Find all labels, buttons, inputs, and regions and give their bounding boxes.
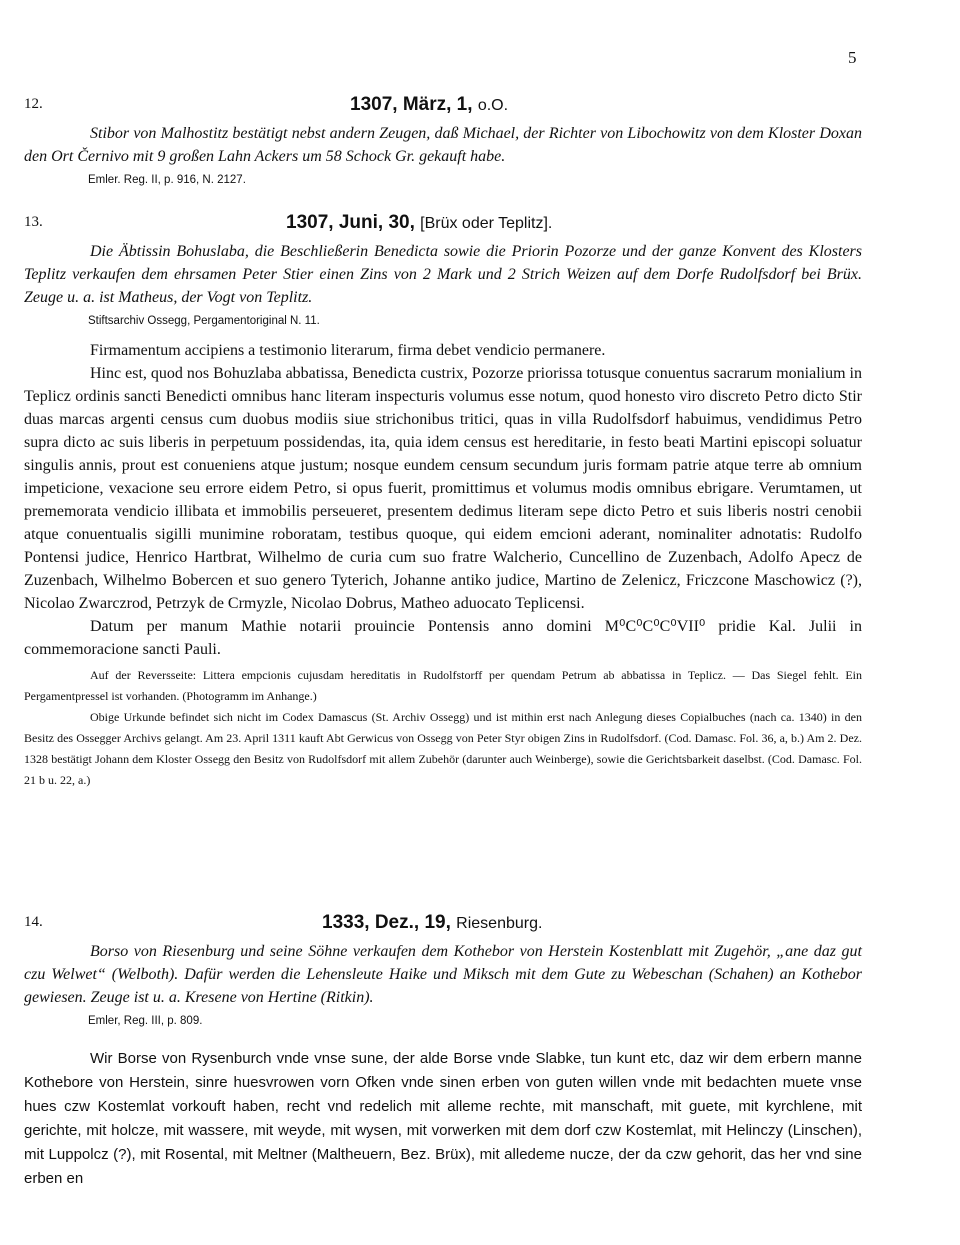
document-arenga: Firmamentum accipiens a testimonio literarum, firma debet vendicio permanere. [90, 342, 606, 359]
document-text: Hinc est, quod nos Bohuzlaba abbatissa, Benedicta custrix, Pozorze priorissa totusque conuentus sacrarum monialium in Teplicz ordinis sancti Benedicti omnibus hanc literam inspecturis volumus esse notum, quod honesto viro discreto Petro dicto Stir duas marcas argenti census cum duobus modiis siue strichonibus tritici, quas in villa Rudolfsdorf habuimus, vendidimus Petro supra dicto ac suis liberis in perpetuum possidendas, ita, quia idem census est hereditarie, in festo beati Martini episcopi soluatur singulis annis, prout est conueniens atque justum; nosque eundem censum secundum juris formam patrie atque terre ab omnium impeticione, vexacione seu errore eidem Petro, si opus fuerit, promittimus et volumus modis omnibus ebrigare. Verumtamen, ut prememorata vendicio illibata et immobilis perseueret, presentem dedimus literam sepe dicto Petro et suis liberis nostri cenobii atque conuentualis sigilli munimine roboratam, testibus quoque, qui eidem emcioni aderant, nominaliter adnotatis: Rudolfo Pontensi judice, Henrico Hartbrat, Wilhelmo de curia cum suo fratre Walcherio, Cuncellino de Zuzenbach, Adolfo Apecz de Zuzenbach, Wilhelmo Bobercen et suo genero Tyterich, Johanne antiko judice, Martino de Zelenicz, Friczcone Maschowicz (?), Nicolao Zwarczrod, Petrzyk de Crmyzle, Nicolao Dobrus, Matheo aduocato Teplicensi. [24, 365, 862, 612]
commentary-note: Obige Urkunde befindet sich nicht im Codex Damascus (St. Archiv Ossegg) und ist mithin erst nach Anlegung dieses Copialbuches (nach ca. 1340) in den Besitz des Ossegger Archivs gelangt. Am 23. April 1311 kauft Abt Gerwicus von Ossegg von Peter Styr obigen Zins in Rudolfsdorf. (Cod. Damasc. Fol. 36, a, b.) Am 2. Dez. 1328 bestätigt Johann dem Kloster Ossegg den Besitz von Rudolfsdorf mit allem Zubehör (darunter auch Weinberge), sowie die Gerichtsbarkeit daselbst. (Cod. Damasc. Fol. 21 b u. 22, a.) [24, 710, 862, 787]
entry-place: [Brüx oder Teplitz]. [420, 215, 553, 232]
document-datum: Datum per manum Mathie notarii prouincie Pontensis anno domini M⁰C⁰C⁰C⁰VII⁰ pridie Kal. Julii in commemoracione sancti Pauli. [24, 618, 862, 658]
entry-number: 13. [24, 214, 43, 230]
archival-note: Auf der Reversseite: Littera empcionis cujusdam hereditatis in Rudolfstorff per quendam Petrum ab abbatissa in Teplicz. — Das Siegel fehlt. Ein Pergamentpressel ist vorhanden. (Photogramm im Anhange.) [24, 668, 862, 703]
entry-date: 1333, Dez., 19, Riesenburg. [322, 912, 543, 933]
entry-header [24, 94, 862, 118]
entry-source: Emler. Reg. II, p. 916, N. 2127. [88, 174, 246, 186]
entry-date: 1307, Juni, 30, [Brüx oder Teplitz]. [286, 212, 553, 233]
entry-14 [24, 912, 862, 1191]
entry-13 [24, 212, 862, 791]
entry-place: o.O. [477, 97, 509, 114]
entry-date: 1307, März, 1, o.O. [350, 94, 509, 115]
document-text: Wir Borse von Rysenburch vnde vnse sune, der alde Borse vnde Slabke, tun kunt etc, daz wir dem erbern manne Kothebore von Herstein, sinre huesvrowen vorn Ofken vnde sinen erben von guten willen vnde mit bedachten muete vnse hues czw Kostemlat vorkouft haben, recht vnd redelich mit alleme rechte, mit manschaft, mit guete, mit kyrchlene, mit gerichte, mit holcze, mit wassere, mit weyde, mit wysen, mit vorwerken mit dem dorf czw Kostemlat, mit Helinczy (Linschen), mit Luppolcz (?), mit Rosental, mit Meltner (Maltheuern, Bez. Brüx), mit alledeme nucze, der da czw gehorit, das her vnd sine erben en [24, 1050, 862, 1187]
page-number: 5 [848, 48, 857, 67]
entry-header [24, 912, 862, 936]
entry-regest: Die Äbtissin Bohuslaba, die Beschließerin Benedicta sowie die Priorin Pozorze und der ganze Konvent des Klosters Teplitz verkaufen dem ehrsamen Peter Stier einen Zins von 2 Mark und 2 Strich Weizen auf dem Dorfe Rudolfsdorf bei Brüx. Zeuge u. a. ist Matheus, der Vogt von Teplitz. [24, 243, 862, 306]
entry-source: Stiftsarchiv Ossegg, Pergamentoriginal N. 11. [88, 315, 320, 327]
entry-number: 14. [24, 914, 43, 930]
entry-regest: Stibor von Malhostitz bestätigt nebst andern Zeugen, daß Michael, der Richter von Libochowitz von dem Kloster Doxan den Ort Černivo mit 9 großen Lahn Ackers um 58 Schock Gr. gekauft habe. [24, 125, 862, 165]
entry-regest: Borso von Riesenburg und seine Söhne verkaufen dem Kothebor von Herstein Kostenblatt mit Zugehör, „ane daz gut czu Welwet“ (Welboth). Dafür werden die Lehensleute Haike und Miksch mit dem Gute zu Webeschan (Schahen) an Kothebor gewiesen. Zeuge ist u. a. Kresene von Hertine (Ritkin). [24, 943, 862, 1006]
entry-header [24, 212, 862, 236]
entry-source: Emler, Reg. III, p. 809. [88, 1015, 203, 1027]
entry-place: Riesenburg. [456, 915, 543, 932]
entry-12 [24, 94, 862, 190]
entry-number: 12. [24, 96, 43, 112]
